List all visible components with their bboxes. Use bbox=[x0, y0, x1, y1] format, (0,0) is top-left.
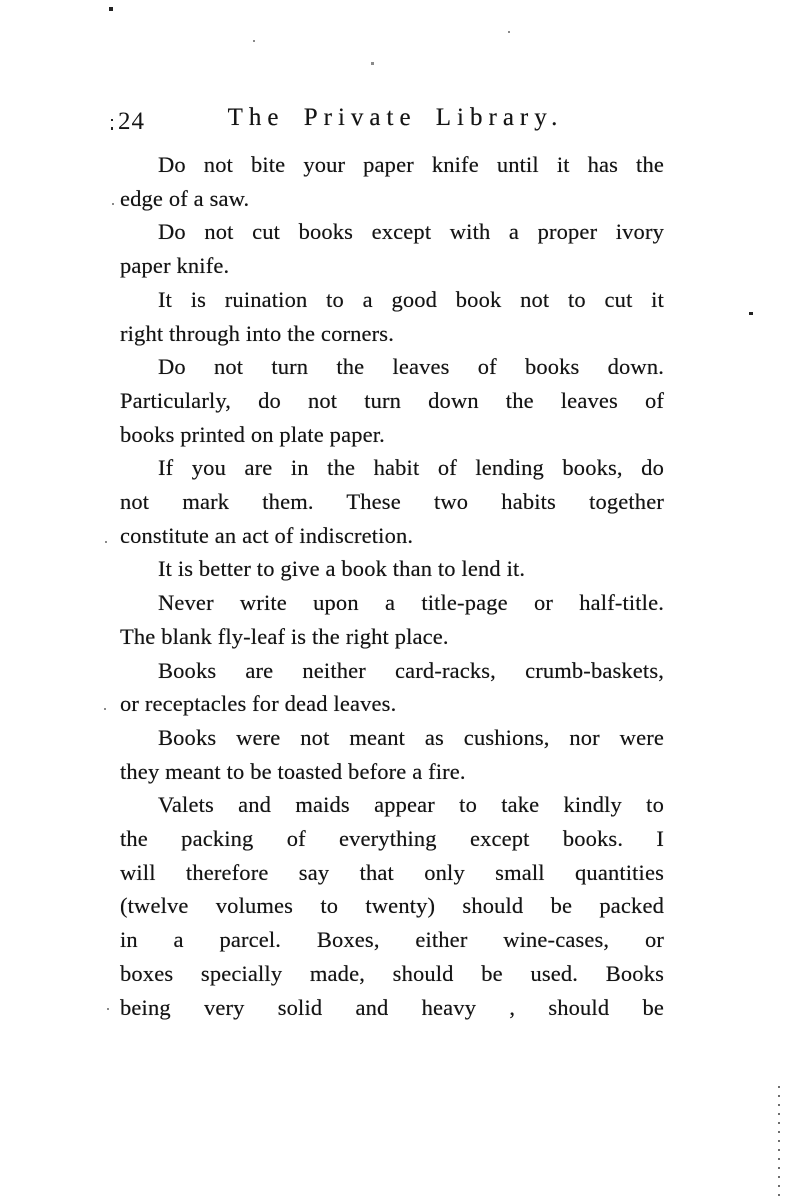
scan-speck bbox=[111, 119, 113, 121]
text-line: Valets and maids appear to take kindly to bbox=[158, 792, 664, 818]
scan-speck bbox=[253, 40, 255, 42]
text-line: Books are neither card-racks, crumb-baskets, bbox=[158, 657, 664, 683]
scan-edge-artifact bbox=[778, 1086, 780, 1200]
running-title: The Private Library. bbox=[227, 104, 564, 131]
running-header bbox=[120, 104, 665, 140]
page-body-text bbox=[120, 148, 664, 1024]
page-number: 24 bbox=[118, 108, 145, 135]
scan-speck bbox=[107, 1008, 109, 1010]
text-line: or receptacles for dead leaves. bbox=[120, 691, 397, 717]
text-line: paper knife. bbox=[120, 253, 230, 279]
scan-speck bbox=[109, 7, 113, 11]
text-line: Do not bite your paper knife until it has the bbox=[158, 152, 664, 177]
scan-speck bbox=[111, 127, 113, 130]
text-line: being very solid and heavy , should be bbox=[120, 994, 664, 1020]
scan-speck bbox=[112, 203, 114, 205]
text-line: they meant to be toasted before a fire. bbox=[120, 758, 466, 784]
text-line: will therefore say that only small quantities bbox=[120, 859, 664, 885]
text-line: not mark them. These two habits together bbox=[120, 489, 664, 515]
text-line: the packing of everything except books. I bbox=[120, 826, 664, 852]
scan-speck bbox=[749, 312, 753, 315]
text-line: It is better to give a book than to lend it. bbox=[158, 556, 526, 582]
scan-speck bbox=[371, 62, 374, 65]
scan-speck bbox=[105, 541, 107, 543]
text-line: edge of a saw. bbox=[120, 185, 250, 211]
text-line: in a parcel. Boxes, either wine-cases, or bbox=[120, 927, 664, 953]
text-line: (twelve volumes to twenty) should be packed bbox=[120, 893, 664, 919]
text-line: Do not turn the leaves of books down. bbox=[158, 354, 664, 380]
scan-speck bbox=[508, 31, 510, 33]
text-line: Do not cut books except with a proper ivory bbox=[158, 219, 664, 245]
text-line: Never write upon a title-page or half-title. bbox=[158, 590, 664, 616]
text-line: If you are in the habit of lending books, do bbox=[158, 455, 664, 481]
text-line: Books were not meant as cushions, nor were bbox=[158, 724, 664, 750]
text-line: The blank fly-leaf is the right place. bbox=[120, 623, 449, 649]
text-line: It is ruination to a good book not to cut it bbox=[158, 286, 664, 312]
scan-speck bbox=[104, 708, 106, 710]
text-line: constitute an act of indiscretion. bbox=[120, 522, 414, 548]
text-line: books printed on plate paper. bbox=[120, 421, 385, 447]
text-line: Particularly, do not turn down the leaves of bbox=[120, 387, 664, 413]
text-line: boxes specially made, should be used. Books bbox=[120, 960, 664, 986]
text-line: right through into the corners. bbox=[120, 320, 394, 346]
